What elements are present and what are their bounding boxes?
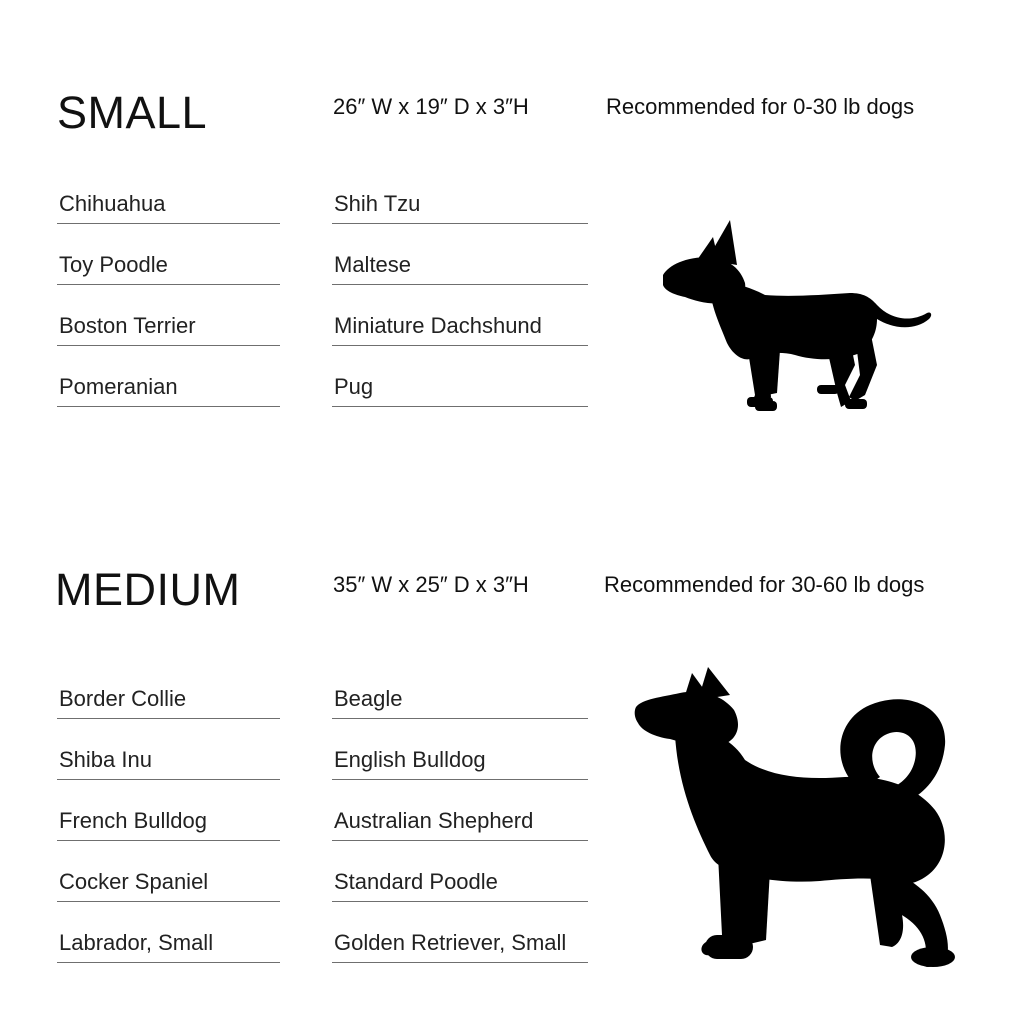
breed-item bbox=[57, 801, 280, 841]
breed-label: Pomeranian bbox=[59, 374, 178, 399]
breed-label: Maltese bbox=[334, 252, 412, 277]
small-dog-silhouette-icon bbox=[655, 215, 935, 420]
breed-label: Toy Poodle bbox=[59, 252, 168, 277]
breed-item bbox=[332, 245, 588, 285]
breed-item bbox=[57, 679, 280, 719]
medium-dog-silhouette-icon bbox=[630, 665, 965, 975]
breed-label: Chihuahua bbox=[59, 191, 166, 216]
breed-item bbox=[332, 801, 588, 841]
size-title: SMALL bbox=[57, 87, 208, 138]
breed-label: Golden Retriever, Small bbox=[334, 930, 567, 955]
weight-recommendation: Recommended for 30-60 lb dogs bbox=[604, 572, 925, 597]
breed-item bbox=[57, 923, 280, 963]
breed-item bbox=[332, 679, 588, 719]
breed-item bbox=[57, 306, 280, 346]
breed-label: Pug bbox=[334, 374, 374, 399]
breed-item bbox=[57, 367, 280, 407]
breed-label: French Bulldog bbox=[59, 808, 207, 833]
breed-item bbox=[57, 740, 280, 780]
breed-label: Shih Tzu bbox=[334, 191, 421, 216]
breed-item bbox=[332, 862, 588, 902]
breed-item bbox=[57, 245, 280, 285]
breed-item bbox=[332, 184, 588, 224]
breed-label: Standard Poodle bbox=[334, 869, 498, 894]
dimensions-text: 35″ W x 25″ D x 3″H bbox=[333, 572, 529, 597]
breed-label: Labrador, Small bbox=[59, 930, 214, 955]
breed-label: Boston Terrier bbox=[59, 313, 196, 338]
breed-item bbox=[332, 306, 588, 346]
breed-item bbox=[332, 367, 588, 407]
breed-item bbox=[57, 184, 280, 224]
dimensions-text: 26″ W x 19″ D x 3″H bbox=[333, 94, 529, 119]
breed-item bbox=[332, 740, 588, 780]
breed-item bbox=[332, 923, 588, 963]
breed-label: Beagle bbox=[334, 686, 403, 711]
breed-label: Australian Shepherd bbox=[334, 808, 534, 833]
breed-label: Miniature Dachshund bbox=[334, 313, 542, 338]
weight-recommendation: Recommended for 0-30 lb dogs bbox=[606, 94, 915, 119]
breed-label: Border Collie bbox=[59, 686, 187, 711]
breed-label: Shiba Inu bbox=[59, 747, 152, 772]
breed-label: Cocker Spaniel bbox=[59, 869, 209, 894]
breed-label: English Bulldog bbox=[334, 747, 486, 772]
size-title: MEDIUM bbox=[55, 564, 241, 615]
breed-item bbox=[57, 862, 280, 902]
